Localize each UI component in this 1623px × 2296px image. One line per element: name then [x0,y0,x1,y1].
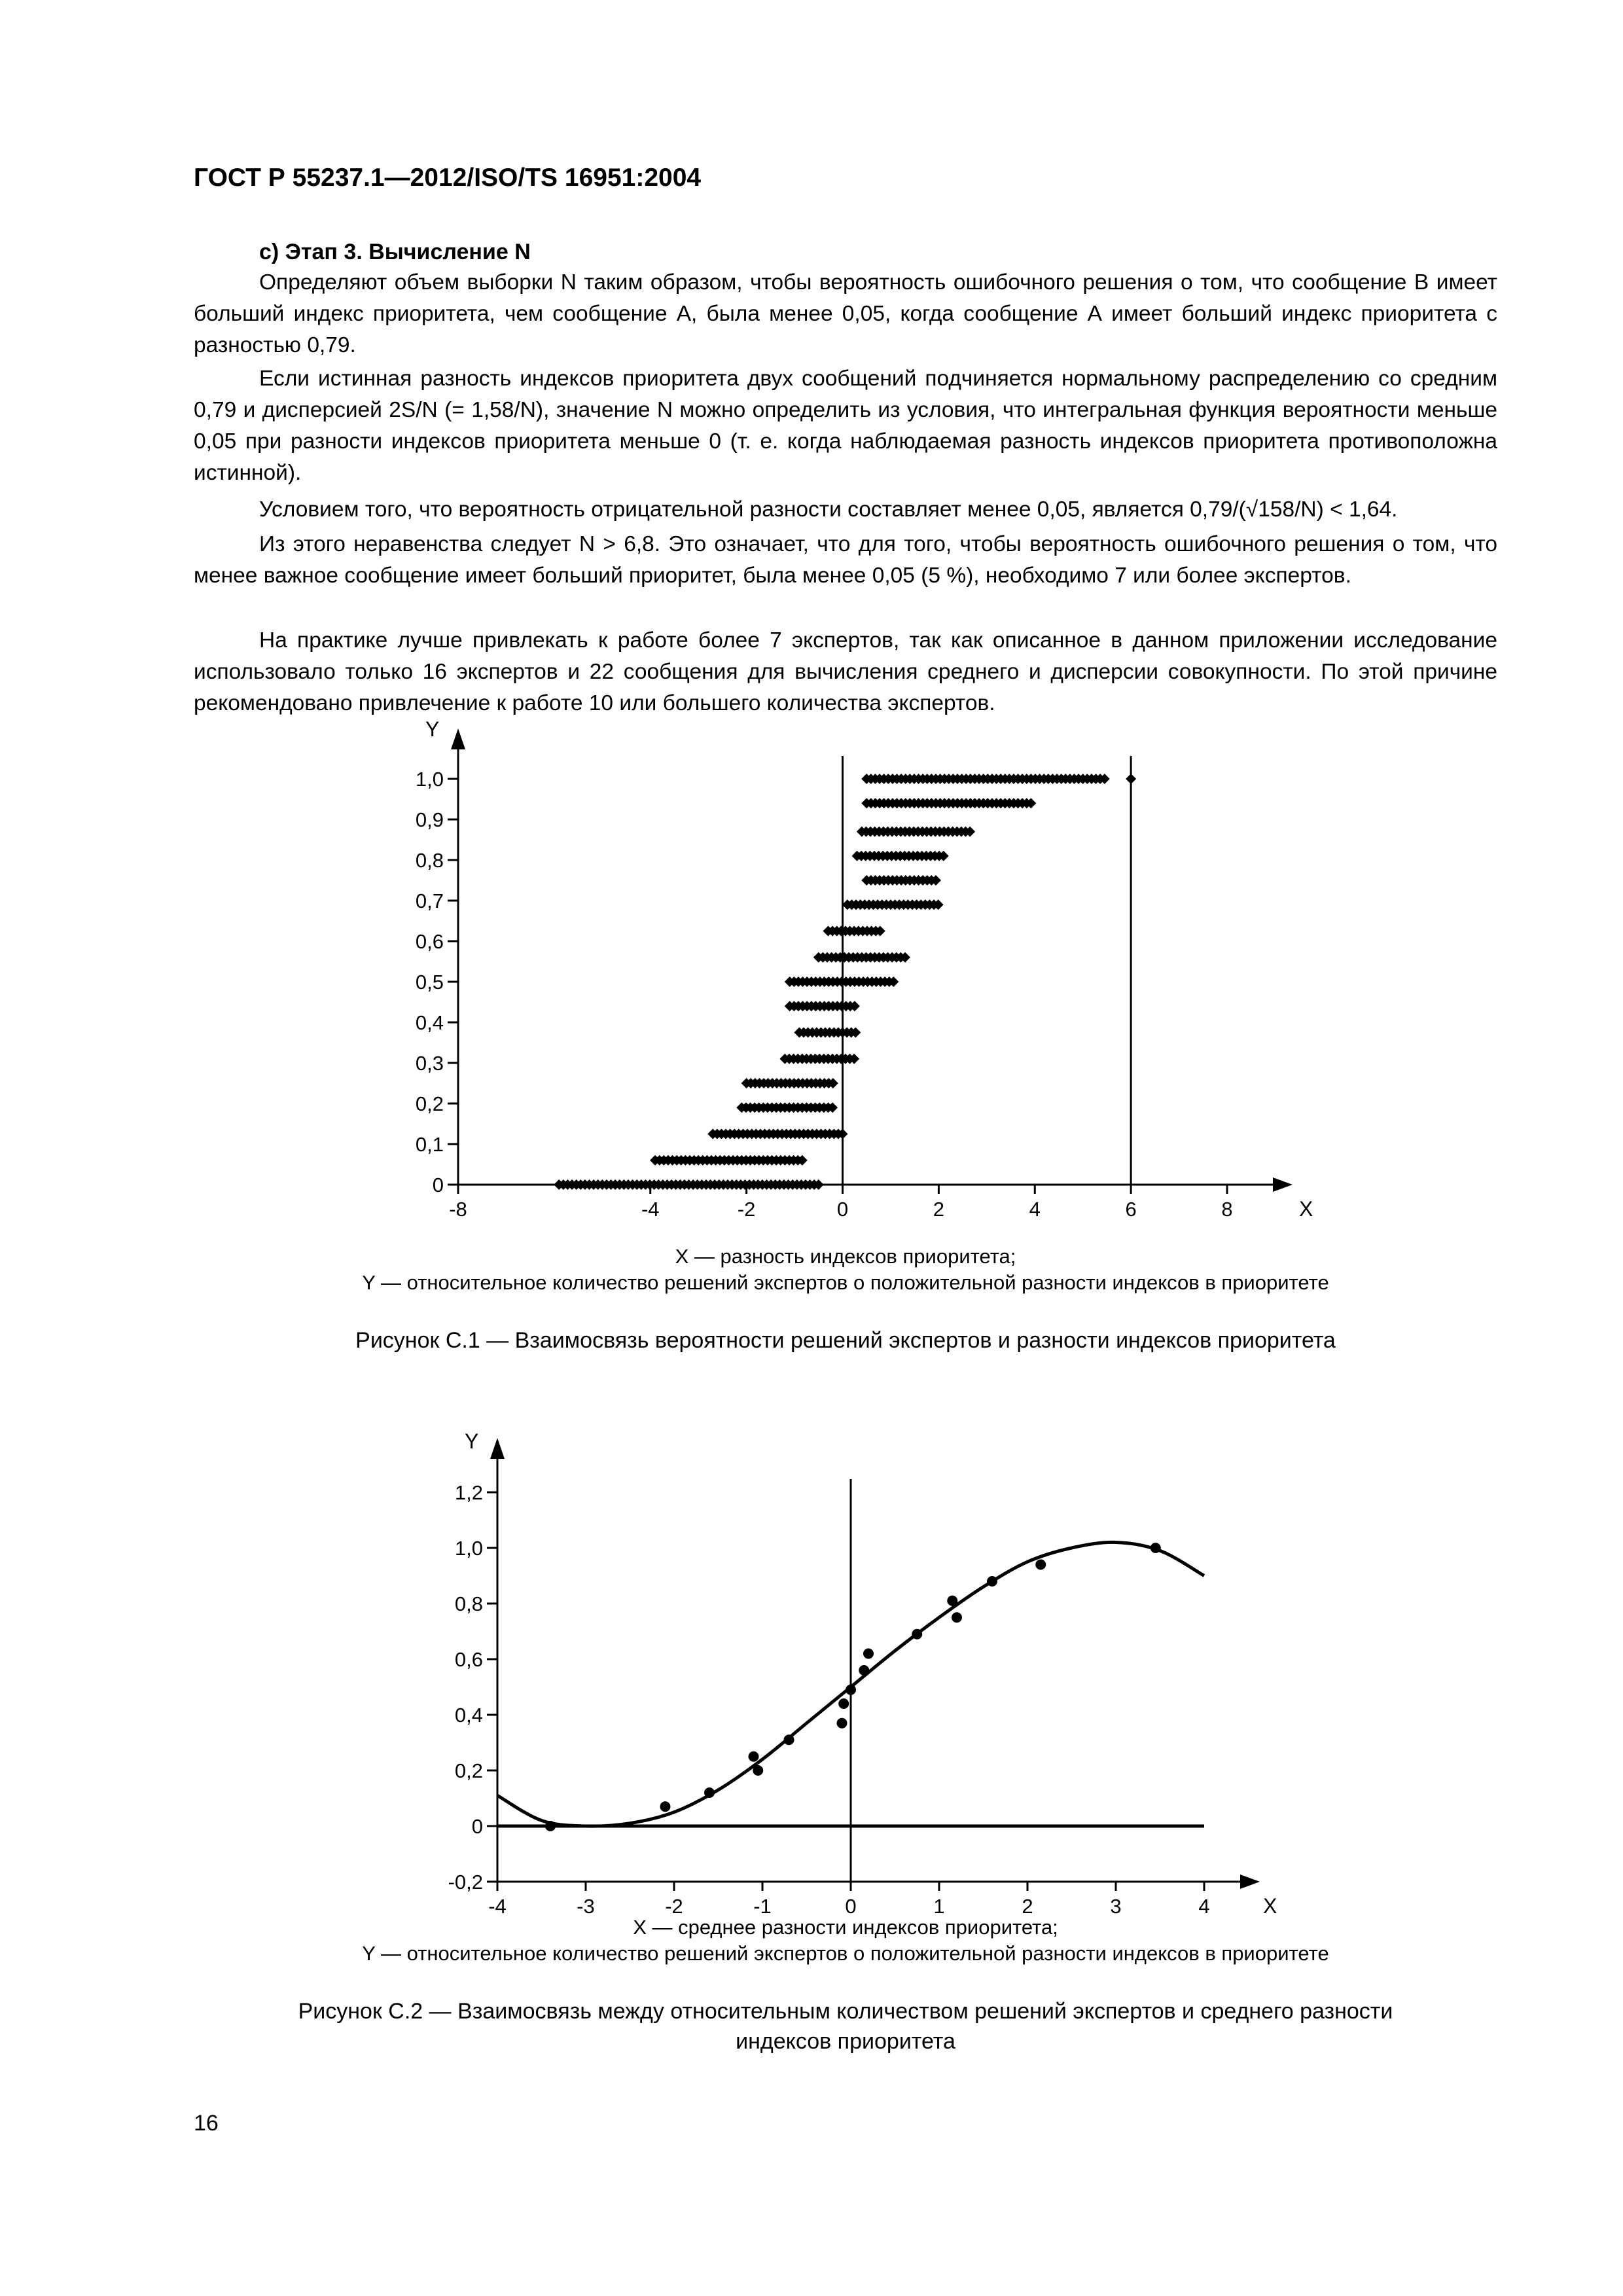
y-tick-label: 0,4 [415,1011,444,1034]
data-point [947,1596,957,1606]
figure-2-caption-line-2: индексов приоритета [736,2029,955,2054]
figure-1-caption: Рисунок С.1 — Взаимосвязь вероятности решений экспертов и разности индексов приоритета [355,1328,1336,1353]
figure-1-legend-x: X — разность индексов приоритета; [675,1245,1016,1268]
y-axis-label: Y [465,1429,479,1453]
x-tick-label: 2 [933,1198,944,1221]
page-number: 16 [194,2111,219,2136]
data-point [749,1751,759,1762]
data-point [846,1685,856,1695]
x-tick-label: -2 [665,1895,683,1918]
y-tick-label: 0 [432,1174,444,1196]
y-tick-label: 1,0 [454,1537,483,1560]
data-point [987,1576,997,1587]
y-tick-label: 0,8 [415,849,444,872]
x-tick-label: 4 [1198,1895,1210,1918]
data-point [545,1821,556,1831]
data-point [912,1629,922,1640]
paragraph-2: Если истинная разность индексов приоритета двух сообщений подчиняется нормальному распределению со средним 0,79 и дисперсией 2S/N (= 1,58/N), значение N можно определить из условия, что интегральная функция вероятности меньше 0,05 при разности индексов приоритета меньше 0 (т. е. когда наблюдаемая разность индексов приоритета противоположна истинной). [194,367,1497,485]
data-point [784,1734,794,1745]
x-tick-label: 6 [1125,1198,1137,1221]
x-tick-label: -1 [753,1895,772,1918]
x-tick-label: 2 [1022,1895,1033,1918]
data-point [863,1649,874,1659]
y-tick-label: 0,4 [454,1704,483,1727]
data-point [660,1801,671,1812]
y-axis-arrow [490,1438,505,1459]
data-point [1035,1560,1046,1570]
x-tick-label: 0 [836,1198,849,1221]
x-tick-label: 4 [1029,1198,1041,1221]
paragraph-3: Условием того, что вероятность отрицательной разности составляет менее 0,05, является 0,79/(√158/N) < 1,64. [259,497,1398,522]
figure-2-chart [406,1424,1322,1921]
y-tick-label: 0,9 [415,808,444,831]
y-tick-label: 0,6 [415,930,444,953]
data-point [837,1718,847,1729]
y-tick-label: -0,2 [448,1871,483,1893]
data-point [838,1698,849,1709]
data-point [753,1765,763,1776]
figure-2-legend-y: Y — относительное количество решений экспертов о положительной разности индексов в приоритете [362,1942,1329,1965]
y-tick-label: 0 [471,1815,483,1838]
paragraph-1: Определяют объем выборки N таким образом, чтобы вероятность ошибочного решения о том, что сообщение В имеет больший индекс приоритета, чем сообщение А, была менее 0,05, когда сообщение А имеет больший индекс приоритета с разностью 0,79. [194,270,1497,357]
x-tick-label: 8 [1221,1198,1233,1221]
y-axis-arrow [451,728,465,749]
y-tick-label: 0,6 [454,1648,483,1671]
x-axis-arrow [1273,1177,1293,1192]
x-axis-arrow [1240,1874,1260,1889]
paragraph-5: На практике лучше привлекать к работе более 7 экспертов, так как описанное в данном приложении исследование использовало только 16 экспертов и 22 сообщения для вычисления среднего и дисперсии совокупности. По этой причине рекомендовано привлечение к работе 10 или большего количества экспертов. [194,628,1497,715]
y-tick-label: 0,3 [415,1052,444,1075]
figure-2-caption-line-1: Рисунок С.2 — Взаимосвязь между относительным количеством решений экспертов и среднего разности [298,1999,1393,2024]
y-axis-label: Y [425,717,440,741]
figure-1-chart [366,717,1335,1221]
data-point [1126,774,1136,784]
step-title: с) Этап 3. Вычисление N [259,240,531,264]
x-tick-label: 0 [845,1895,857,1918]
x-axis-label: X [1299,1197,1313,1221]
x-tick-label: -8 [449,1198,467,1221]
y-tick-label: 0,2 [415,1092,444,1115]
data-point [704,1787,715,1798]
x-tick-label: -4 [488,1895,507,1918]
x-tick-label: 1 [933,1895,945,1918]
figure-1-legend-y: Y — относительное количество решений экспертов о положительной разности индексов в приоритете [362,1271,1329,1294]
y-tick-label: 0,8 [454,1592,483,1615]
y-tick-label: 0,1 [415,1133,444,1156]
y-tick-label: 1,0 [415,768,444,791]
y-tick-label: 0,2 [454,1759,483,1782]
x-tick-label: -2 [737,1198,756,1221]
y-tick-label: 0,5 [415,971,444,994]
x-tick-label: -3 [577,1895,595,1918]
document-header: ГОСТ Р 55237.1—2012/ISO/TS 16951:2004 [194,164,702,192]
paragraph-4: Из этого неравенства следует N > 6,8. Это означает, что для того, чтобы вероятность ошибочного решения о том, что менее важное сообщение имеет больший приоритет, была менее 0,05 (5 %), необходимо 7 или более экспертов. [194,532,1497,588]
figure-2-legend-x: X — среднее разности индексов приоритета; [633,1916,1058,1939]
x-axis-label: X [1263,1894,1277,1918]
data-point [1150,1543,1161,1553]
x-tick-label: 3 [1110,1895,1122,1918]
y-tick-label: 0,7 [415,889,444,912]
data-point [859,1665,869,1676]
data-point [952,1612,962,1623]
y-tick-label: 1,2 [454,1481,483,1504]
x-tick-label: -4 [641,1198,660,1221]
